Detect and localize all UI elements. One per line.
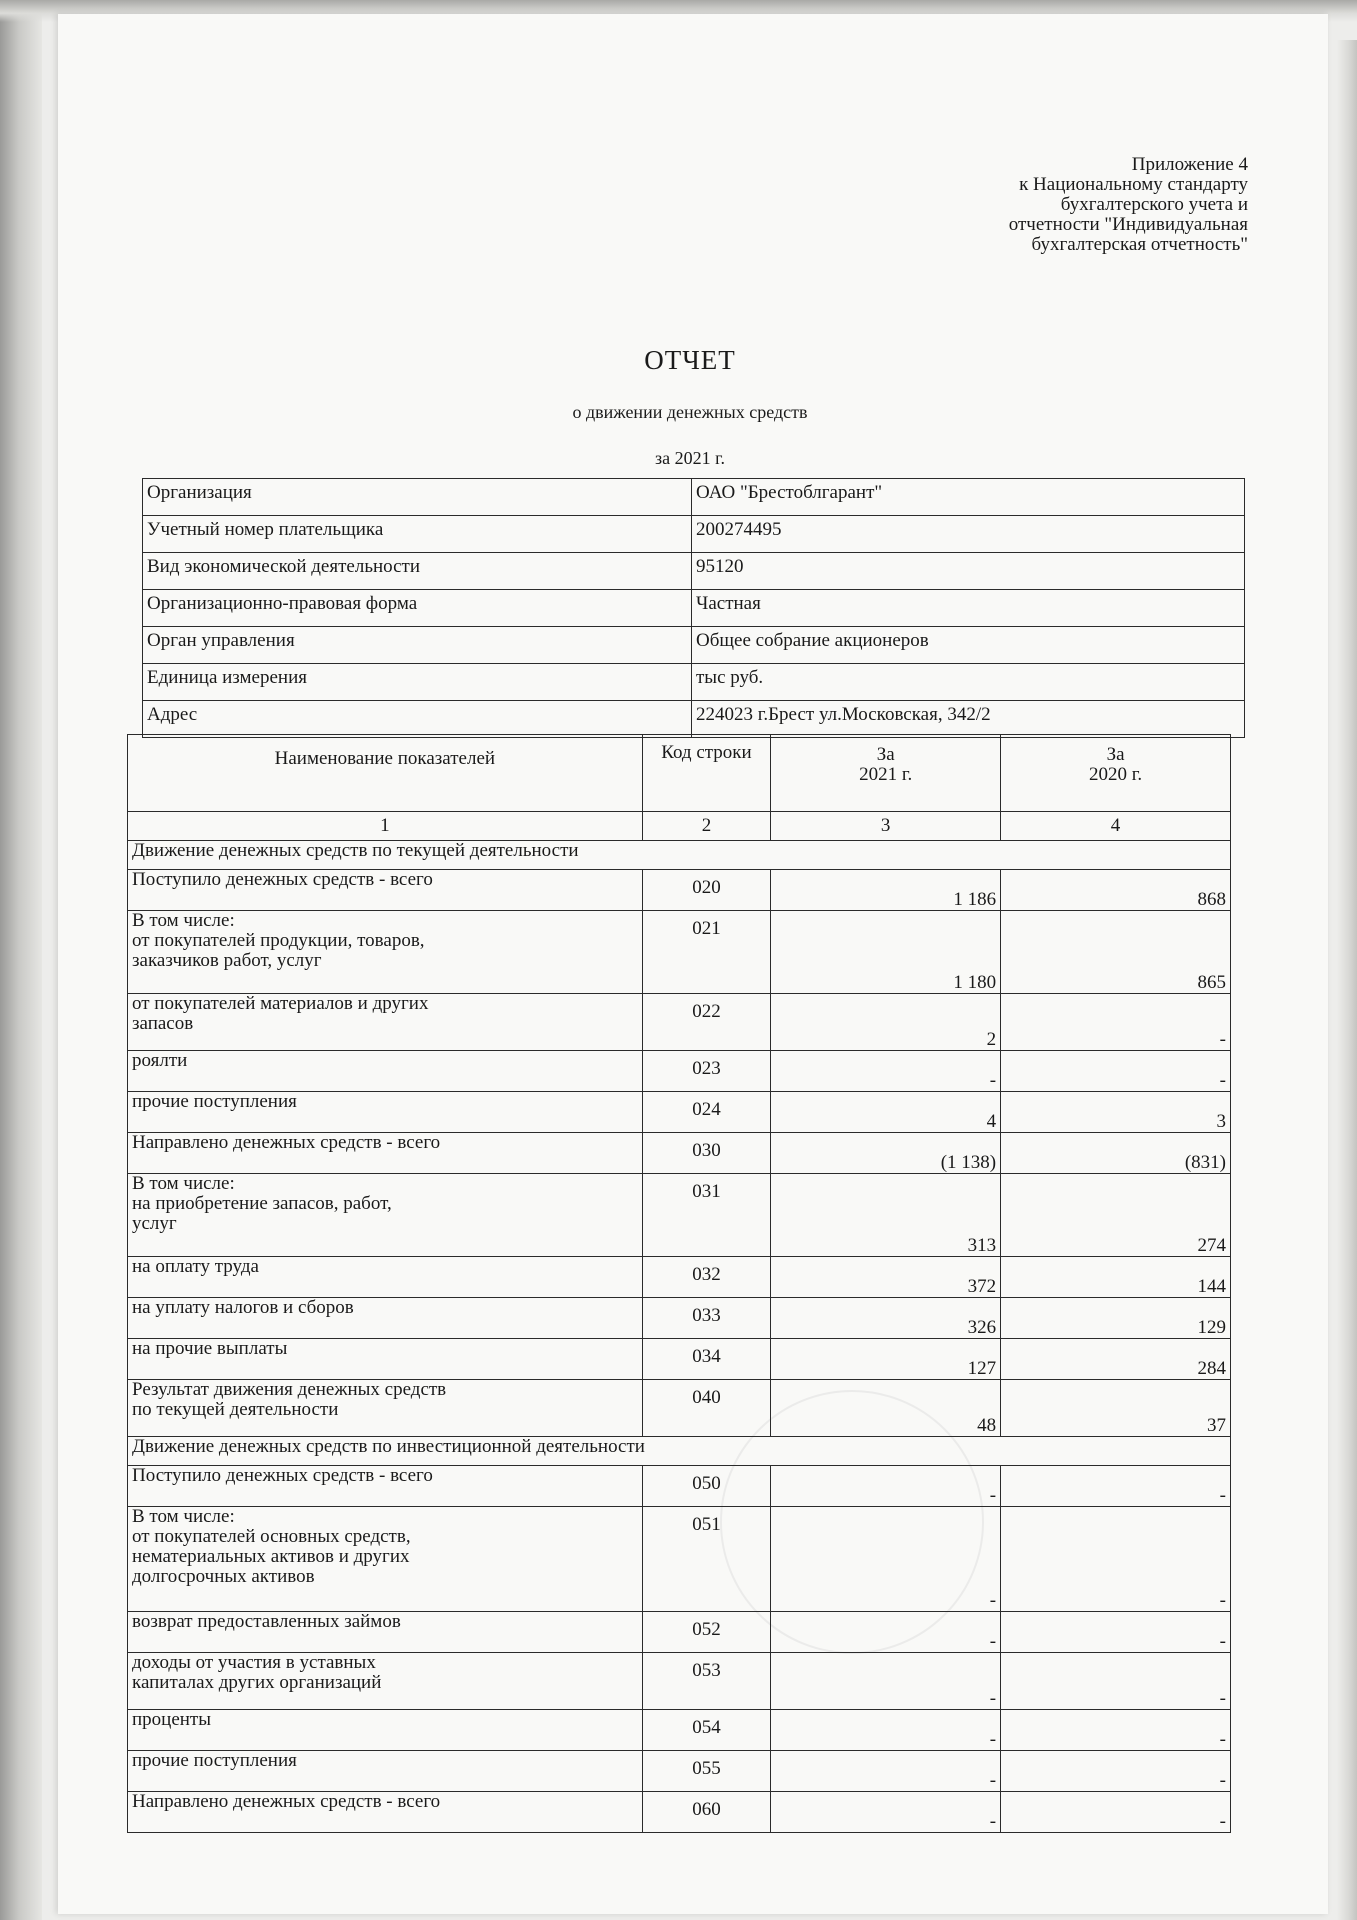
org-info-value: ОАО "Брестоблгарант" <box>692 479 1245 516</box>
value-2020: 284 <box>1001 1339 1231 1380</box>
value-2021: 4 <box>771 1092 1001 1133</box>
indicator-name <box>128 1466 643 1507</box>
table-row <box>128 1612 1231 1653</box>
indicator-name-line: Направлено денежных средств - всего <box>132 1791 441 1812</box>
line-code: 030 <box>642 1133 771 1174</box>
indicator-name-line: доходы от участия в уставных <box>132 1652 376 1673</box>
value-2021: 1 186 <box>771 870 1001 911</box>
org-info-row <box>143 664 1245 701</box>
line-code: 022 <box>642 994 771 1051</box>
line-code: 032 <box>642 1257 771 1298</box>
value-2020: (831) <box>1001 1133 1231 1174</box>
indicator-name-line: капиталах других организаций <box>132 1672 382 1693</box>
indicator-name-line: Направлено денежных средств - всего <box>132 1132 441 1153</box>
value-2020: - <box>1001 1792 1231 1833</box>
indicator-name-line: прочие поступления <box>132 1750 297 1771</box>
column-number-row <box>128 812 1231 841</box>
header-code: Код строки <box>642 735 771 812</box>
org-info-value: Общее собрание акционеров <box>692 627 1245 664</box>
org-info-label: Вид экономической деятельности <box>143 553 692 590</box>
org-info-value: 200274495 <box>692 516 1245 553</box>
indicator-name-line: Поступило денежных средств - всего <box>132 869 433 890</box>
indicator-name <box>128 1380 643 1437</box>
appendix-line: бухгалтерская отчетность" <box>1031 234 1248 255</box>
table-row <box>128 870 1231 911</box>
indicator-name-line: прочие поступления <box>132 1091 297 1112</box>
indicator-name <box>128 1092 643 1133</box>
header-2021 <box>771 735 1001 812</box>
table-row <box>128 1653 1231 1710</box>
value-2021: 2 <box>771 994 1001 1051</box>
value-2020: - <box>1001 1751 1231 1792</box>
value-2020: - <box>1001 1710 1231 1751</box>
section-title: Движение денежных средств по инвестиционной деятельности <box>128 1437 1231 1466</box>
indicator-name <box>128 994 643 1051</box>
indicator-name-line: на прочие выплаты <box>132 1338 288 1359</box>
value-2021: 313 <box>771 1174 1001 1257</box>
indicator-name <box>128 1710 643 1751</box>
section-row <box>128 841 1231 870</box>
header-2020-line2: 2020 г. <box>1088 764 1143 785</box>
value-2020: 3 <box>1001 1092 1231 1133</box>
indicator-name-line: услуг <box>132 1213 177 1234</box>
header-2020 <box>1001 735 1231 812</box>
indicator-name-line: Поступило денежных средств - всего <box>132 1465 433 1486</box>
table-row <box>128 1751 1231 1792</box>
header-name: Наименование показателей <box>128 735 643 812</box>
value-2020: - <box>1001 1466 1231 1507</box>
organization-info-table <box>142 478 1245 738</box>
value-2021: - <box>771 1612 1001 1653</box>
indicator-name-line: запасов <box>132 1013 194 1034</box>
line-code: 021 <box>642 911 771 994</box>
line-code: 024 <box>642 1092 771 1133</box>
line-code: 033 <box>642 1298 771 1339</box>
indicator-name-line: на уплату налогов и сборов <box>132 1297 354 1318</box>
value-2020: 865 <box>1001 911 1231 994</box>
line-code: 031 <box>642 1174 771 1257</box>
org-info-row <box>143 479 1245 516</box>
line-code: 020 <box>642 870 771 911</box>
scan-shadow-left <box>0 0 42 1920</box>
table-row <box>128 1507 1231 1612</box>
section-row <box>128 1437 1231 1466</box>
org-info-label: Организационно-правовая форма <box>143 590 692 627</box>
header-2021-line2: 2021 г. <box>859 764 913 785</box>
section-title: Движение денежных средств по текущей деятельности <box>128 841 1231 870</box>
value-2020: 274 <box>1001 1174 1231 1257</box>
indicator-name <box>128 911 643 994</box>
line-code: 050 <box>642 1466 771 1507</box>
indicator-name <box>128 1051 643 1092</box>
appendix-note <box>900 155 1248 255</box>
value-2020: 37 <box>1001 1380 1231 1437</box>
line-code: 051 <box>642 1507 771 1612</box>
table-row <box>128 911 1231 994</box>
org-info-label: Организация <box>143 479 692 516</box>
indicator-name-line: В том числе: <box>132 1506 235 1527</box>
scan-shadow-right <box>1337 40 1357 1920</box>
org-info-row <box>143 590 1245 627</box>
org-info-row <box>143 516 1245 553</box>
indicator-name <box>128 870 643 911</box>
table-row <box>128 1466 1231 1507</box>
table-row <box>128 1133 1231 1174</box>
value-2020: - <box>1001 1653 1231 1710</box>
table-row <box>128 1380 1231 1437</box>
indicator-name <box>128 1339 643 1380</box>
indicator-name-line: на оплату труда <box>132 1256 259 1277</box>
value-2021: 48 <box>771 1380 1001 1437</box>
value-2020: 144 <box>1001 1257 1231 1298</box>
line-code: 054 <box>642 1710 771 1751</box>
indicator-name <box>128 1507 643 1612</box>
indicator-name-line: от покупателей продукции, товаров, <box>132 930 425 951</box>
indicator-name <box>128 1174 643 1257</box>
org-info-label: Орган управления <box>143 627 692 664</box>
indicator-name-line: возврат предоставленных займов <box>132 1611 401 1632</box>
report-subtitle: о движении денежных средств <box>572 402 808 422</box>
indicator-name-line: от покупателей материалов и других <box>132 993 429 1014</box>
appendix-line: отчетности "Индивидуальная <box>1008 214 1248 235</box>
table-row <box>128 1174 1231 1257</box>
value-2020: 129 <box>1001 1298 1231 1339</box>
value-2021: 1 180 <box>771 911 1001 994</box>
value-2020: 868 <box>1001 870 1231 911</box>
column-number: 4 <box>1001 812 1231 841</box>
column-number: 3 <box>771 812 1001 841</box>
value-2021: - <box>771 1051 1001 1092</box>
report-title: ОТЧЕТ <box>644 345 736 375</box>
table-row <box>128 1298 1231 1339</box>
value-2021: - <box>771 1507 1001 1612</box>
indicator-name-line: В том числе: <box>132 1173 235 1194</box>
table-row <box>128 1339 1231 1380</box>
value-2020: - <box>1001 1612 1231 1653</box>
org-info-value: тыс руб. <box>692 664 1245 701</box>
column-number: 2 <box>642 812 771 841</box>
indicator-name <box>128 1751 643 1792</box>
org-info-row <box>143 553 1245 590</box>
org-info-value: 95120 <box>692 553 1245 590</box>
org-info-value: Частная <box>692 590 1245 627</box>
value-2020: - <box>1001 994 1231 1051</box>
indicator-name-line: на приобретение запасов, работ, <box>132 1193 392 1214</box>
indicator-name-line: роялти <box>132 1050 188 1071</box>
value-2020: - <box>1001 1051 1231 1092</box>
value-2021: 326 <box>771 1298 1001 1339</box>
indicator-name <box>128 1792 643 1833</box>
indicator-name-line: по текущей деятельности <box>132 1399 339 1420</box>
line-code: 023 <box>642 1051 771 1092</box>
line-code: 052 <box>642 1612 771 1653</box>
line-code: 053 <box>642 1653 771 1710</box>
appendix-line: бухгалтерского учета и <box>1060 194 1248 215</box>
line-code: 060 <box>642 1792 771 1833</box>
value-2020: - <box>1001 1507 1231 1612</box>
line-code: 040 <box>642 1380 771 1437</box>
indicator-name <box>128 1257 643 1298</box>
table-row <box>128 1257 1231 1298</box>
appendix-line: к Национальному стандарту <box>1019 174 1248 195</box>
line-code: 034 <box>642 1339 771 1380</box>
header-2020-line1: За <box>1106 744 1125 765</box>
indicator-name-line: В том числе: <box>132 910 235 931</box>
indicator-name-line: от покупателей основных средств, <box>132 1526 411 1547</box>
indicator-name-line: долгосрочных активов <box>132 1566 315 1587</box>
indicator-name-line: проценты <box>132 1709 212 1730</box>
indicator-name <box>128 1298 643 1339</box>
indicator-name <box>128 1612 643 1653</box>
org-info-value: 224023 г.Брест ул.Московская, 342/2 <box>692 701 1245 738</box>
table-header-row <box>128 735 1231 812</box>
value-2021: 372 <box>771 1257 1001 1298</box>
table-row <box>128 994 1231 1051</box>
value-2021: - <box>771 1710 1001 1751</box>
org-info-label: Единица измерения <box>143 664 692 701</box>
value-2021: - <box>771 1751 1001 1792</box>
indicator-name <box>128 1653 643 1710</box>
value-2021: - <box>771 1792 1001 1833</box>
value-2021: (1 138) <box>771 1133 1001 1174</box>
table-row <box>128 1710 1231 1751</box>
table-row <box>128 1092 1231 1133</box>
report-period: за 2021 г. <box>655 448 725 468</box>
cash-flow-table <box>127 734 1231 1833</box>
indicator-name-line: заказчиков работ, услуг <box>132 950 322 971</box>
appendix-line: Приложение 4 <box>1131 154 1248 175</box>
column-number: 1 <box>128 812 643 841</box>
org-info-row <box>143 701 1245 738</box>
header-2021-line1: За <box>876 744 895 765</box>
indicator-name <box>128 1133 643 1174</box>
value-2021: - <box>771 1653 1001 1710</box>
value-2021: 127 <box>771 1339 1001 1380</box>
org-info-label: Адрес <box>143 701 692 738</box>
line-code: 055 <box>642 1751 771 1792</box>
table-row <box>128 1792 1231 1833</box>
table-row <box>128 1051 1231 1092</box>
indicator-name-line: Результат движения денежных средств <box>132 1379 447 1400</box>
org-info-row <box>143 627 1245 664</box>
value-2021: - <box>771 1466 1001 1507</box>
indicator-name-line: нематериальных активов и других <box>132 1546 410 1567</box>
org-info-label: Учетный номер плательщика <box>143 516 692 553</box>
